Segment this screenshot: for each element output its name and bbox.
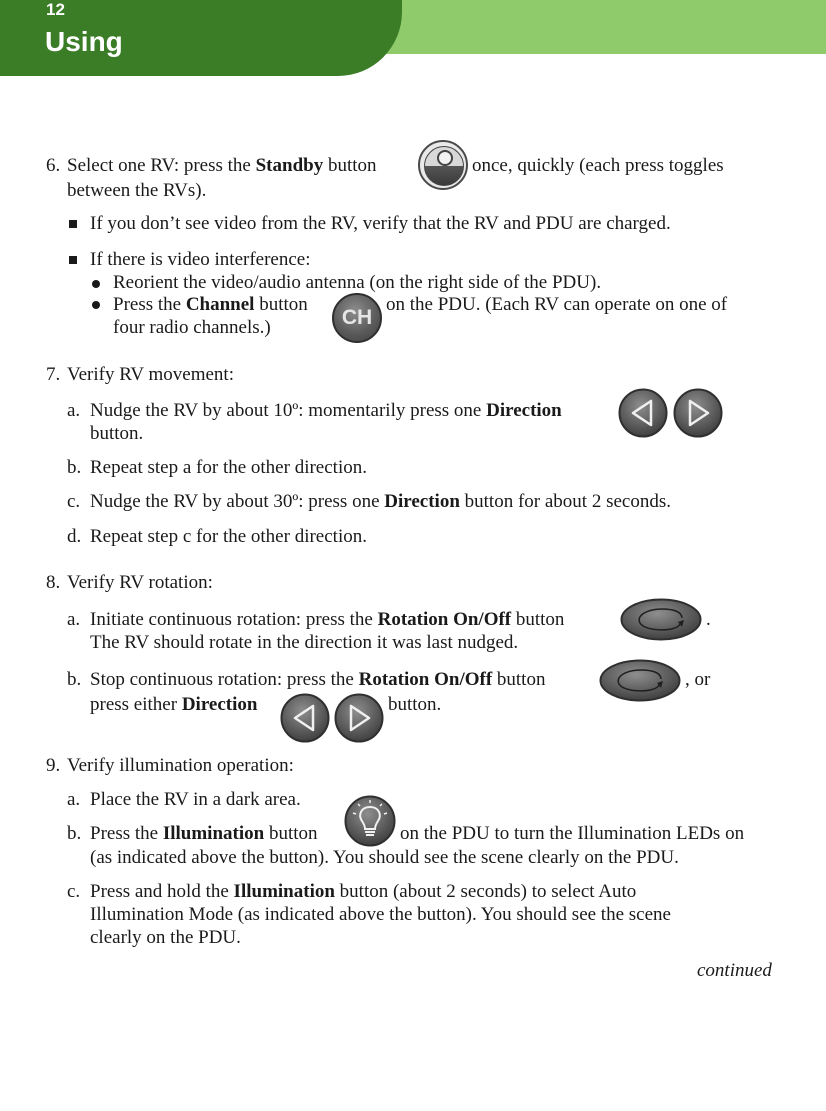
round-bullet-icon	[92, 301, 100, 309]
page-number: 12	[46, 0, 65, 19]
step-8b-letter: b.	[67, 669, 82, 690]
step-8-number: 8.	[46, 572, 61, 593]
step-7d-letter: d.	[67, 526, 82, 547]
step-9-number: 9.	[46, 755, 61, 776]
step-7-number: 7.	[46, 364, 61, 385]
direction-right-button-icon	[673, 388, 723, 438]
step-7a-letter: a.	[67, 400, 81, 421]
step-6-line-2: between the RVs).	[67, 180, 207, 201]
step-6-number: 6.	[46, 155, 61, 176]
step-8a-text: Initiate continuous rotation: press the Rotation On/Off button	[90, 609, 565, 630]
step-8a-text-end: .	[706, 609, 711, 630]
step-9c-text: Press and hold the Illumination button (about 2 seconds) to select Auto	[90, 881, 637, 902]
step-6-line-1-end: once, quickly (each press toggles	[472, 155, 724, 176]
step-9b-letter: b.	[67, 823, 82, 844]
step-7d-text: Repeat step c for the other direction.	[90, 526, 367, 547]
step-9a-text: Place the RV in a dark area.	[90, 789, 301, 810]
page-header	[0, 0, 826, 76]
step-6-sub-bullet-2: Press the Channel button	[113, 294, 308, 315]
step-9c-letter: c.	[67, 881, 81, 902]
round-bullet-icon	[92, 280, 100, 288]
step-7a-text-line-2: button.	[90, 423, 144, 444]
square-bullet-icon	[69, 256, 77, 264]
continued-note: continued	[697, 960, 772, 981]
step-7b-text: Repeat step a for the other direction.	[90, 457, 367, 478]
direction-right-button-icon	[334, 693, 384, 743]
rotation-on-off-button-icon	[620, 598, 702, 641]
illumination-button-icon	[344, 795, 396, 847]
step-6-sub-bullet-2-line-2: four radio channels.)	[113, 317, 271, 338]
step-8a-text-line-2: The RV should rotate in the direction it was last nudged.	[90, 632, 519, 653]
step-7c-text: Nudge the RV by about 30º: press one Direction button for about 2 seconds.	[90, 491, 671, 512]
square-bullet-icon	[69, 220, 77, 228]
step-6-bullet-1: If you don’t see video from the RV, verify that the RV and PDU are charged.	[90, 213, 671, 234]
step-6-sub-bullet-2-end: on the PDU. (Each RV can operate on one of	[386, 294, 728, 315]
step-9b-text-line-2: (as indicated above the button). You should see the scene clearly on the PDU.	[90, 847, 679, 868]
step-8b-text-end: , or	[685, 669, 711, 690]
step-9b-text-end: on the PDU to turn the Illumination LEDs on	[400, 823, 745, 844]
step-9c-text-line-3: clearly on the PDU.	[90, 927, 241, 948]
step-8a-letter: a.	[67, 609, 81, 630]
step-8b-text-line-2-end: button.	[388, 694, 442, 715]
direction-left-button-icon	[618, 388, 668, 438]
step-8b-text: Stop continuous rotation: press the Rotation On/Off button	[90, 669, 546, 690]
step-9c-text-line-2: Illumination Mode (as indicated above the button). You should see the scene	[90, 904, 671, 925]
step-7c-letter: c.	[67, 491, 81, 512]
section-title: Using	[45, 26, 123, 57]
step-6-line-1: Select one RV: press the Standby button	[67, 155, 377, 176]
step-7-title: Verify RV movement:	[67, 364, 234, 385]
step-6-bullet-2: If there is video interference:	[90, 249, 311, 270]
step-8-title: Verify RV rotation:	[67, 572, 213, 593]
step-7b-letter: b.	[67, 457, 82, 478]
standby-button-icon	[418, 140, 468, 190]
step-6-sub-bullet-1: Reorient the video/audio antenna (on the right side of the PDU).	[113, 272, 602, 293]
step-9a-letter: a.	[67, 789, 81, 810]
direction-left-button-icon	[280, 693, 330, 743]
step-9b-text: Press the Illumination button	[90, 823, 318, 844]
rotation-on-off-button-icon	[599, 659, 681, 702]
step-9-title: Verify illumination operation:	[67, 755, 294, 776]
step-8b-text-line-2: press either Direction	[90, 694, 258, 715]
step-7a-text: Nudge the RV by about 10º: momentarily press one Direction	[90, 400, 562, 421]
channel-button-icon: CH	[332, 293, 382, 343]
